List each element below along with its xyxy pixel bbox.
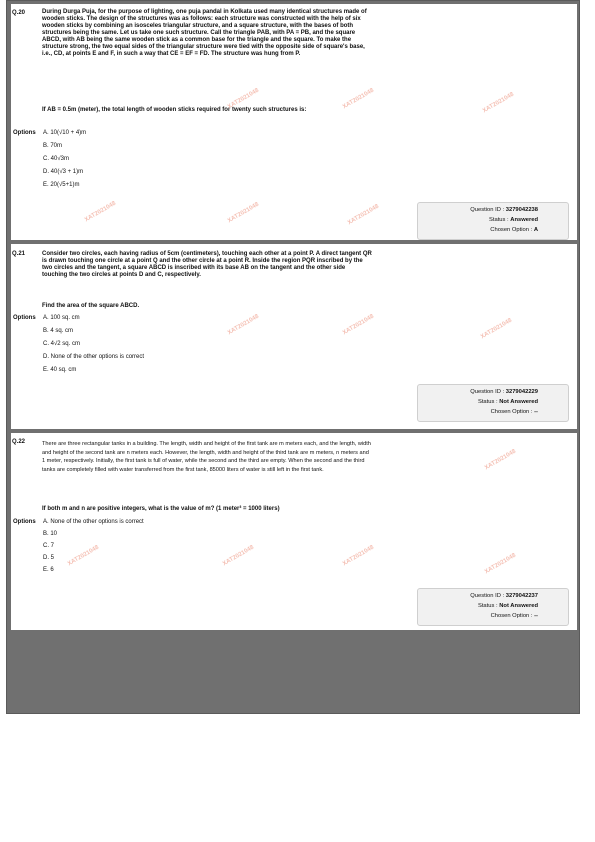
- option-e: E. 40 sq. cm: [43, 367, 77, 373]
- option-b: B. 70m: [43, 143, 63, 149]
- chosen-option-value: --: [534, 409, 538, 415]
- question-prompt: If AB = 0.5m (meter), the total length of wooden sticks required for twenty such structures is:: [42, 107, 307, 113]
- exam-response-sheet: [6, 0, 580, 714]
- watermark: XAT2021048: [221, 544, 256, 568]
- question-card: [11, 433, 577, 630]
- chosen-option-row: Chosen Option : --: [490, 409, 538, 415]
- status-value: Not Answered: [499, 603, 538, 609]
- watermark: XAT2021048: [83, 200, 118, 224]
- status-value: Not Answered: [499, 399, 538, 405]
- question-card: [11, 244, 577, 429]
- options-label: Options: [13, 130, 36, 136]
- options-label: Options: [13, 519, 36, 525]
- question-id-row: Question ID : 3279042237: [470, 593, 538, 599]
- question-text: Consider two circles, each having radius of 5cm (centimeters), touching each other at a point P. A direct tangent QR is drawn touching one circle at a point Q and the other circle at a point R. Inside the region PQR inscribed by the two circles and the tangent, a square ABCD is inscribed with its base AB on the tangent and the other side touching the two circles at points D and C, respectively.: [42, 251, 372, 278]
- question-number: Q.20: [12, 10, 26, 16]
- option-b: B. 10: [43, 531, 58, 537]
- option-c: C. 4√2 sq. cm: [43, 341, 80, 347]
- option-d: D. 40(√3 + 1)m: [43, 169, 84, 175]
- question-id-row: Question ID : 3279042238: [470, 207, 538, 213]
- watermark: XAT2021048: [481, 91, 516, 115]
- watermark: XAT2021048: [341, 87, 376, 111]
- question-prompt: Find the area of the square ABCD.: [42, 303, 140, 309]
- option-b: B. 4 sq. cm: [43, 328, 74, 334]
- question-meta-box: [417, 202, 569, 240]
- watermark: XAT2021048: [479, 317, 514, 341]
- chosen-option-value: --: [534, 613, 538, 619]
- status-row: Status : Not Answered: [477, 603, 538, 609]
- question-text: There are three rectangular tanks in a building. The length, width and height of the first tank are m meters each, and the length, width and height of the second tank are n meters each. However, the length, width and height of the third tank are m meters, n meters and 1 meter, respectively. Initially, the first tank is full of water, while the second and the third are empty. When the second and the third tanks are completely filled with water transferred from the first tank, 85000 liters of water is still left in the first tank.: [42, 441, 371, 473]
- watermark: XAT2021048: [226, 87, 261, 111]
- option-c: C. 40√3m: [43, 156, 69, 162]
- question-text: During Durga Puja, for the purpose of lighting, one puja pandal in Kolkata used many identical structures made of wooden sticks. The design of the structures was as follows: each structure was constructed with the help of six wooden sticks by combining an isosceles triangular structure, and a square structure, with the bases of both structures being the same. Let us take one such structure. Call the triangle PAB, with PA = PB, and the square ABCD, with AB being the same wooden stick as a common base for the triangle and the square. To make the structure strong, the two equal sides of the triangular structure were tied with the opposite side of square's base, i.e., CD, at points E and F, in such a way that CE = EF = FD. The structure was hung from P.: [42, 9, 367, 57]
- option-d: D. None of the other options is correct: [43, 354, 145, 360]
- question-id: 3279042229: [505, 389, 538, 395]
- watermark: XAT2021048: [346, 203, 381, 227]
- question-meta-box: [417, 384, 569, 422]
- question-id: 3279042238: [505, 207, 538, 213]
- question-card: [11, 4, 577, 240]
- watermark: XAT2021048: [483, 448, 518, 472]
- question-id-row: Question ID : 3279042229: [470, 389, 538, 395]
- option-d: D. 5: [43, 555, 55, 561]
- question-prompt: If both m and n are positive integers, what is the value of m? (1 meter³ = 1000 liters): [42, 506, 280, 512]
- option-e: E. 20(√5+1)m: [43, 182, 80, 188]
- status-row: Status : Not Answered: [477, 399, 538, 405]
- option-a: A. 100 sq. cm: [43, 315, 80, 321]
- status-value: Answered: [510, 217, 538, 223]
- watermark: XAT2021048: [226, 313, 261, 337]
- question-number: Q.21: [12, 251, 26, 257]
- option-a: A. None of the other options is correct: [43, 519, 144, 525]
- status-row: Status : Answered: [489, 217, 538, 223]
- question-id: 3279042237: [505, 593, 538, 599]
- watermark: XAT2021048: [341, 544, 376, 568]
- watermark: XAT2021048: [226, 201, 261, 225]
- question-meta-box: [417, 588, 569, 626]
- watermark: XAT2021048: [483, 552, 518, 576]
- watermark: XAT2021048: [66, 544, 101, 568]
- chosen-option-row: Chosen Option : A: [490, 227, 538, 233]
- question-number: Q.22: [12, 439, 26, 445]
- option-a: A. 10(√10 + 4)m: [43, 130, 87, 136]
- chosen-option-row: Chosen Option : --: [490, 613, 538, 619]
- chosen-option-value: A: [533, 227, 538, 233]
- watermark: XAT2021048: [341, 313, 376, 337]
- options-label: Options: [13, 315, 36, 321]
- option-e: E. 6: [43, 567, 54, 573]
- option-c: C. 7: [43, 543, 55, 549]
